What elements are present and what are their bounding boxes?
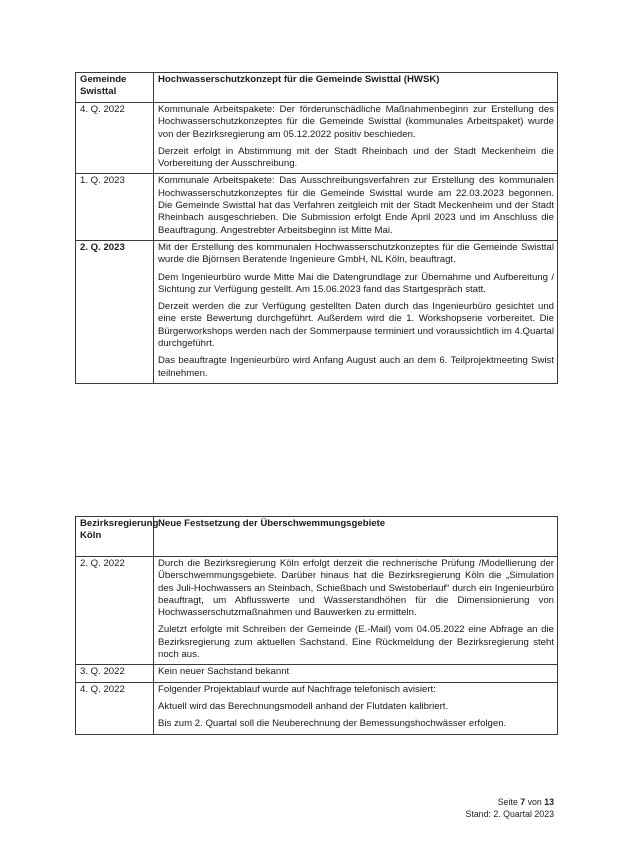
header-cell-title: Neue Festsetzung der Überschwemmungsgebiete <box>154 517 558 557</box>
paragraph: Kommunale Arbeitspakete: Der förderunschädliche Maßnahmenbeginn zur Erstellung des Hochwasserschutzkonzeptes für die Gemeinde Swisttal (kommunales Arbeitspaket) wurde von der Bezirksregierung am 05.12.2022 positiv beschieden. <box>158 104 554 140</box>
paragraph: Dem Ingenieurbüro wurde Mitte Mai die Datengrundlage zur Übernahme und Aufbereitung / Sichtung zur Verfügung gestellt. Am 15.06.2023 fand das Startgespräch statt. <box>158 271 554 295</box>
ueberschwemmungsgebiete-table <box>75 516 558 735</box>
row-text <box>154 103 558 174</box>
table-row <box>76 557 558 665</box>
stand-label: Stand: 2. Quartal 2023 <box>465 809 554 819</box>
row-text <box>154 682 558 734</box>
row-text <box>154 665 558 682</box>
paragraph: Durch die Bezirksregierung Köln erfolgt derzeit die rechnerische Prüfung /Modellierung der Überschwemmungsgebiete. Darüber hinaus hat die Bezirksregierung Köln die „Simulation des Juli-Hochwassers an Steinbach, Schießbach und Swistoberlauf“ durch ein Ingenieurbüro beauftragt, um Abflusswerte und Wasserstandhöhen für die Dimensionierung von Hochwasserschutzmaßnahmen und Bauwerken zu ermitteln. <box>158 558 554 619</box>
row-text <box>154 240 558 383</box>
page-current: 7 <box>520 797 526 807</box>
row-date: 2. Q. 2022 <box>76 557 154 665</box>
paragraph: Bis zum 2. Quartal soll die Neuberechnung der Bemessungshochwässer erfolgen. <box>158 718 507 730</box>
header-cell-bezirksregierung: Bezirksregierung Köln <box>76 517 154 557</box>
row-date: 4. Q. 2022 <box>76 682 154 734</box>
table-row <box>76 103 558 174</box>
page-prefix: Seite <box>497 797 518 807</box>
page-total: 13 <box>544 797 554 807</box>
paragraph: Kein neuer Sachstand bekannt <box>158 666 290 678</box>
paragraph: Derzeit werden die zur Verfügung gestellten Daten durch das Ingenieurbüro gesichtet und eine erste Bewertung durchgeführt. Außerdem wird die 1. Workshopserie vorbereitet. Die Bürgerworkshops werden nach der Sommerpause terminiert und voraussichtlich im 4.Quartal durchgeführt. <box>158 301 554 350</box>
hwsk-table <box>75 72 558 384</box>
page-number <box>498 796 554 808</box>
paragraph: Kommunale Arbeitspakete: Das Ausschreibungsverfahren zur Erstellung des kommunalen Hochwasserschutzkonzeptes für die Gemeinde Swisttal wurde am 22.03.2023 begonnen. Die Gemeinde Swisttal hat das Verfahren zeitgleich mit der Stadt Meckenheim und der Stadt Rheinbach ausgeschrieben. Die Submission erfolgt Ende April 2023 und im Anschluss die Beauftragung. Angestrebter Arbeitsbeginn ist Mitte Mai. <box>158 175 554 236</box>
paragraph: Aktuell wird das Berechnungsmodell anhand der Flutdaten kalibriert. <box>158 700 449 712</box>
paragraph: Zuletzt erfolgte mit Schreiben der Gemeinde (E.-Mail) vom 04.05.2022 eine Abfrage an die Bezirksregierung zum aktuellen Sachstand. Eine Rückmeldung der Bezirksregierung steht noch aus. <box>158 624 554 661</box>
table-row <box>76 682 558 734</box>
header-cell-title: Hochwasserschutzkonzept für die Gemeinde Swisttal (HWSK) <box>154 73 558 103</box>
header-cell-gemeinde: Gemeinde Swisttal <box>76 73 154 103</box>
row-date: 2. Q. 2023 <box>76 240 154 383</box>
table-row <box>76 240 558 383</box>
table-header-row <box>76 517 558 557</box>
row-text <box>154 174 558 240</box>
table-row <box>76 174 558 240</box>
paragraph: Mit der Erstellung des kommunalen Hochwasserschutzkonzeptes für die Gemeinde Swisttal wurde die Björnsen Beratende Ingenieure GmbH, NL Köln, beauftragt. <box>158 241 554 266</box>
row-date: 3. Q. 2022 <box>76 665 154 682</box>
paragraph: Das beauftragte Ingenieurbüro wird Anfang August auch an dem 6. Teilprojektmeeting Swist teilnehmen. <box>158 355 554 379</box>
table-row <box>76 665 558 682</box>
row-date: 4. Q. 2022 <box>76 103 154 174</box>
paragraph: Folgender Projektablauf wurde auf Nachfrage telefonisch avisiert: <box>158 683 436 695</box>
paragraph: Derzeit erfolgt in Abstimmung mit der Stadt Rheinbach und der Stadt Meckenheim die Vorbereitung der Ausschreibung. <box>158 145 554 170</box>
page-of: von <box>527 797 542 807</box>
row-date: 1. Q. 2023 <box>76 174 154 240</box>
row-text <box>154 557 558 665</box>
table-header-row <box>76 73 558 103</box>
